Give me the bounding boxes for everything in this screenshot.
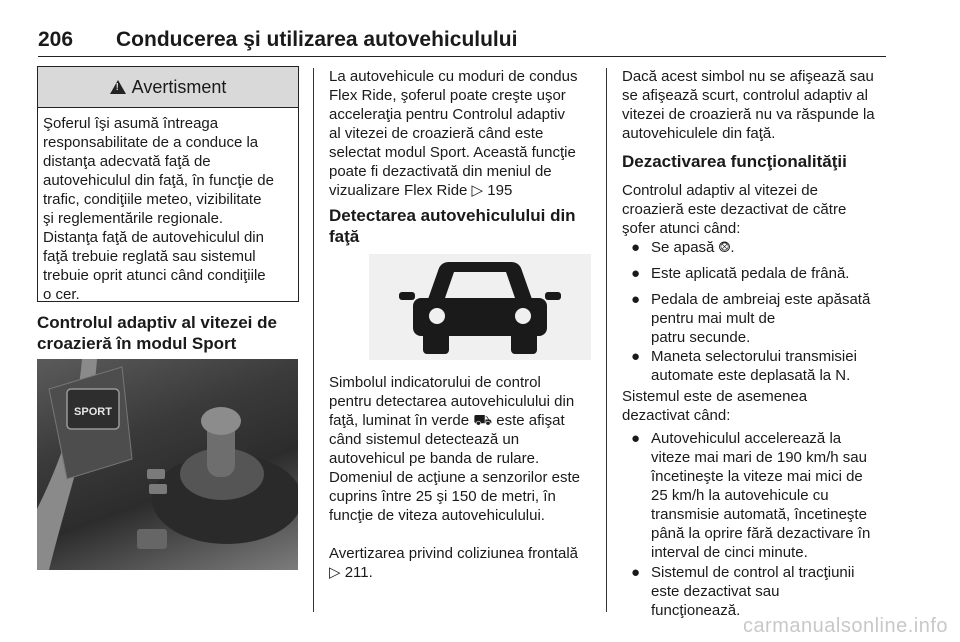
- text-line: Sistemul este de asemenea: [622, 388, 808, 405]
- sport-button-label: SPORT: [74, 406, 112, 418]
- text-line: Maneta selectorului transmisiei: [651, 348, 857, 365]
- text-line: faţă, luminat în verde ⛟ este afişat: [329, 412, 565, 429]
- heading-line: faţă: [329, 227, 360, 246]
- text-line: dezactivat când:: [622, 407, 731, 424]
- warning-line: Şoferul îşi asumă întreaga: [43, 115, 219, 132]
- paragraph-flex-ride: [329, 67, 599, 200]
- text-line: La autovehicule cu moduri de condus: [329, 68, 578, 85]
- warning-triangle-icon: [110, 80, 126, 94]
- text-line: se afişează scurt, controlul adaptiv al: [622, 87, 868, 104]
- section-heading-deactivation: Dezactivarea funcţionalităţii: [622, 152, 847, 171]
- section-heading-detection: [329, 205, 599, 247]
- text-line: poate fi dezactivată din meniul de: [329, 163, 552, 180]
- heading-line: Controlul adaptiv al vitezei de: [37, 313, 277, 332]
- text-line: Controlul adaptiv al vitezei de: [622, 182, 818, 199]
- text-line: Avertizarea privind coliziunea frontală: [329, 545, 579, 562]
- warning-header: [38, 67, 298, 108]
- heading-line: croazieră în modul Sport: [37, 334, 237, 353]
- text-line: interval de cinci minute.: [651, 544, 808, 561]
- text-line: încetineşte la viteze mai mici de: [651, 468, 863, 485]
- sport-button-photo: [37, 359, 298, 570]
- paragraph-system-deactivated: [622, 387, 892, 425]
- text-line: Domeniul de acţiune a senzorilor este: [329, 469, 580, 486]
- text-line: autovehicul pe banda de rulare.: [329, 450, 540, 467]
- heading-line: Detectarea autovehiculului din: [329, 206, 576, 225]
- text-line: vitezei de croazieră nu va răspunde la: [622, 106, 875, 123]
- paragraph-driver-deactivates: [622, 181, 892, 238]
- text-line: Sistemul de control al tracţiunii: [651, 564, 855, 581]
- text-line: şofer atunci când:: [622, 220, 741, 237]
- text-line: Flex Ride, şoferul poate creşte uşor: [329, 87, 566, 104]
- bullet-icon: ●: [631, 348, 641, 365]
- warning-line: trafic, condiţiile meteo, vizibilitate: [43, 191, 262, 208]
- column-divider-1: [313, 68, 314, 612]
- text-line: Pedala de ambreiaj este apăsată: [651, 291, 871, 308]
- text-line: acceleraţia pentru Controlul adaptiv: [329, 106, 565, 123]
- text-line: ▷ 211.: [329, 564, 373, 581]
- text-line: Dacă acest simbol nu se afişează sau: [622, 68, 874, 85]
- page-title: Conducerea şi utilizarea autovehiculului: [116, 28, 518, 51]
- text-line: pentru detectarea autovehiculului din: [329, 393, 575, 410]
- column-divider-2: [606, 68, 607, 612]
- warning-line: autovehiculul din faţă, în funcţie de: [43, 172, 274, 189]
- text-line: Autovehiculul accelerează la: [651, 430, 842, 447]
- text-line: cuprins între 25 şi 150 de metri, în: [329, 488, 556, 505]
- text-line: Se apasă ⨷.: [651, 239, 735, 256]
- warning-title: Avertisment: [131, 76, 227, 97]
- warning-box: [37, 66, 299, 302]
- text-line: automate este deplasată la N.: [651, 367, 851, 384]
- warning-line: şi reglementările regionale.: [43, 210, 224, 227]
- text-line: patru secunde.: [651, 329, 751, 346]
- watermark: carmanualsonline.info: [742, 615, 948, 637]
- text-line: pentru mai mult de: [651, 310, 776, 327]
- warning-line: trebuie oprit atunci când condiţiile: [43, 267, 266, 284]
- warning-line: faţă trebuie reglată sau sistemul: [43, 248, 256, 265]
- text-line: transmisie automată, încetineşte: [651, 506, 867, 523]
- warning-line: o cer.: [43, 286, 80, 303]
- text-line: vizualizare Flex Ride ▷ 195: [329, 182, 513, 199]
- warning-line: responsabilitate de a conduce la: [43, 134, 259, 151]
- text-line: selectat modul Sport. Această funcţie: [329, 144, 576, 161]
- text-line: când sistemul detectează un: [329, 431, 520, 448]
- text-line: viteze mai mari de 190 km/h sau: [651, 449, 867, 466]
- bullet-icon: ●: [631, 291, 641, 308]
- text-line: autovehiculele din faţă.: [622, 125, 776, 142]
- warning-line: Distanţa faţă de autovehiculul din: [43, 229, 264, 246]
- text-line: până la oprire fără dezactivare în: [651, 525, 871, 542]
- paragraph-symbol-missing: [622, 67, 892, 143]
- paragraph-collision-ref: [329, 544, 604, 582]
- text-line: Este aplicată pedala de frână.: [651, 265, 850, 282]
- text-line: funcţionează.: [651, 602, 741, 619]
- text-line: croazieră este dezactivat de către: [622, 201, 847, 218]
- page-number: 206: [38, 28, 74, 51]
- warning-text: [38, 108, 299, 304]
- car-front-icon: [369, 254, 591, 360]
- bullet-icon: ●: [631, 564, 641, 581]
- section-heading-sport: [37, 312, 305, 354]
- warning-line: distanţa adecvată faţă de: [43, 153, 211, 170]
- text-line: Simbolul indicatorului de control: [329, 374, 541, 391]
- text-line: al vitezei de croazieră când este: [329, 125, 544, 142]
- bullet-icon: ●: [631, 430, 641, 447]
- vehicle-ahead-indicator: [369, 254, 591, 360]
- text-line: funcţie de viteza autovehiculului.: [329, 507, 545, 524]
- bullet-icon: ●: [631, 239, 641, 256]
- text-line: 25 km/h la autovehicule cu: [651, 487, 829, 504]
- console-illustration: [37, 359, 298, 570]
- paragraph-indicator: [329, 373, 604, 525]
- text-line: este dezactivat sau: [651, 583, 780, 600]
- bullet-icon: ●: [631, 265, 641, 282]
- page-header: [38, 28, 886, 54]
- header-divider: [38, 56, 886, 57]
